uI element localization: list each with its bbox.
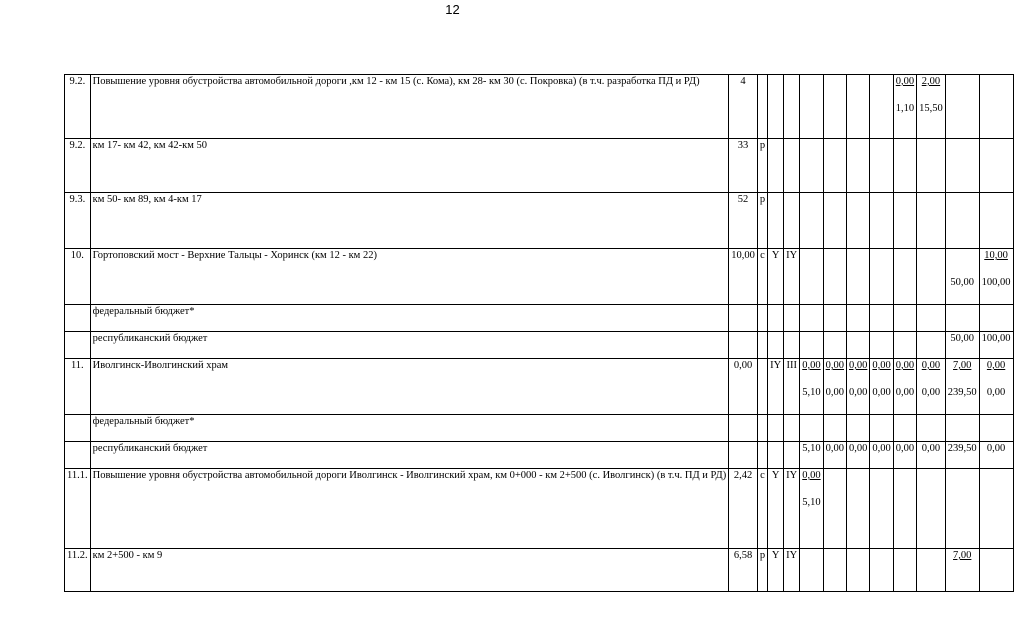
value-cell: [870, 332, 893, 359]
value-bottom: [849, 576, 867, 591]
value-cell: [800, 249, 823, 305]
value-bottom: [802, 166, 820, 181]
value-cell: [800, 193, 823, 249]
value-cell: [800, 139, 823, 193]
value-bottom: 0,00: [825, 387, 845, 398]
row-number: 11.: [65, 359, 91, 415]
value-cell: [893, 359, 916, 415]
value-top: [802, 549, 820, 564]
value-text: 0,00: [872, 443, 891, 454]
value-top: [948, 75, 977, 90]
value-bottom: [849, 496, 867, 511]
value-top: [982, 469, 1011, 484]
value-cell: [823, 442, 846, 469]
value-bottom: [826, 102, 844, 117]
row-category: [757, 415, 767, 442]
value-bottom: [982, 496, 1011, 511]
value-cell: [945, 75, 979, 139]
value-top: [802, 75, 820, 90]
row-length: [729, 305, 758, 332]
value-bottom: [982, 220, 1011, 235]
value-cell: [893, 549, 916, 592]
value-bottom: 0,00: [986, 387, 1006, 398]
value-cell: [847, 139, 870, 193]
value-top: [826, 75, 844, 90]
value-cell: [917, 193, 946, 249]
table-row: [65, 139, 1014, 193]
row-class-2: [784, 305, 800, 332]
value-top: [872, 249, 890, 264]
value-cell: [870, 359, 893, 415]
value-bottom: [896, 496, 914, 511]
table-row: [65, 193, 1014, 249]
value-text: 100,00: [981, 333, 1011, 344]
value-cell: [823, 249, 846, 305]
value-cell: [917, 305, 946, 332]
row-number: [65, 332, 91, 359]
value-cell: [979, 332, 1013, 359]
row-class-2: [784, 75, 800, 139]
value-text: 5,10: [802, 443, 821, 454]
row-number: 9.3.: [65, 193, 91, 249]
row-length: 6,58: [729, 549, 758, 592]
value-cell: [847, 332, 870, 359]
value-top: [849, 249, 867, 264]
value-top: [982, 193, 1011, 208]
value-cell: [800, 442, 823, 469]
value-cell: [870, 415, 893, 442]
value-bottom: [802, 102, 820, 117]
value-top: [919, 139, 943, 154]
value-top: [849, 193, 867, 208]
row-category: р: [757, 193, 767, 249]
row-class-2: [784, 193, 800, 249]
value-cell: [870, 75, 893, 139]
row-class-2: IY: [784, 549, 800, 592]
value-top: [872, 75, 890, 90]
value-cell: [917, 249, 946, 305]
value-text: 239,50: [947, 443, 977, 454]
row-class: [768, 193, 784, 249]
value-cell: [893, 332, 916, 359]
value-top: [826, 139, 844, 154]
value-bottom: [896, 220, 914, 235]
row-length: 2,42: [729, 469, 758, 549]
value-cell: [800, 359, 823, 415]
value-bottom: 0,00: [849, 387, 868, 398]
value-cell: [870, 442, 893, 469]
row-length: 4: [729, 75, 758, 139]
row-class-2: [784, 415, 800, 442]
value-cell: [823, 332, 846, 359]
table-row: [65, 469, 1014, 549]
row-number: [65, 442, 91, 469]
value-bottom: [919, 220, 943, 235]
value-cell: [979, 193, 1013, 249]
row-name: федеральный бюджет*: [90, 305, 729, 332]
row-number: 9.2.: [65, 75, 91, 139]
value-top: [982, 549, 1011, 564]
value-top: 0,00: [849, 360, 868, 371]
value-top: 0,00: [921, 360, 941, 371]
value-bottom: [872, 276, 890, 291]
value-bottom: [982, 576, 1011, 591]
row-number: [65, 415, 91, 442]
value-cell: [979, 549, 1013, 592]
value-cell: [979, 442, 1013, 469]
value-cell: [917, 549, 946, 592]
value-bottom: [982, 102, 1011, 117]
row-category: р: [757, 549, 767, 592]
value-bottom: [948, 496, 977, 511]
row-length: [729, 332, 758, 359]
row-class: [768, 442, 784, 469]
value-cell: [823, 193, 846, 249]
row-name: Иволгинск-Иволгинский храм: [90, 359, 729, 415]
value-cell: [945, 415, 979, 442]
value-cell: [800, 549, 823, 592]
value-cell: [847, 249, 870, 305]
value-bottom: [872, 496, 890, 511]
table-row: [65, 332, 1014, 359]
value-top: 0,00: [895, 76, 915, 87]
value-cell: [893, 75, 916, 139]
row-category: [757, 359, 767, 415]
value-top: 7,00: [953, 550, 972, 561]
row-class: Y: [768, 249, 784, 305]
value-top: [896, 469, 914, 484]
row-class: [768, 305, 784, 332]
value-top: 0,00: [872, 360, 891, 371]
row-name: км 2+500 - км 9: [90, 549, 729, 592]
row-length: 0,00: [729, 359, 758, 415]
value-cell: [847, 469, 870, 549]
value-cell: [870, 193, 893, 249]
value-top: [872, 469, 890, 484]
value-top: 2,00: [921, 76, 941, 87]
value-cell: [893, 305, 916, 332]
value-top: [826, 549, 844, 564]
value-cell: [893, 415, 916, 442]
value-bottom: [872, 220, 890, 235]
row-category: с: [757, 249, 767, 305]
row-class: [768, 415, 784, 442]
value-cell: [870, 139, 893, 193]
value-cell: [945, 359, 979, 415]
value-cell: [870, 469, 893, 549]
value-cell: [917, 469, 946, 549]
value-bottom: [826, 220, 844, 235]
value-cell: [800, 305, 823, 332]
value-top: [872, 193, 890, 208]
value-cell: [823, 305, 846, 332]
value-cell: [979, 305, 1013, 332]
value-top: [872, 549, 890, 564]
value-top: 0,00: [895, 360, 915, 371]
row-class-2: [784, 332, 800, 359]
value-cell: [945, 549, 979, 592]
road-program-table: [64, 74, 1014, 592]
value-cell: [945, 442, 979, 469]
value-bottom: [919, 576, 943, 591]
value-bottom: [802, 576, 820, 591]
value-bottom: [849, 276, 867, 291]
table-row: [65, 549, 1014, 592]
value-bottom: 0,00: [921, 387, 941, 398]
value-top: [919, 469, 943, 484]
value-top: [826, 193, 844, 208]
value-top: [948, 249, 977, 264]
value-cell: [823, 549, 846, 592]
table-row: [65, 249, 1014, 305]
value-bottom: [948, 576, 977, 591]
value-cell: [917, 415, 946, 442]
row-class: [768, 139, 784, 193]
value-bottom: [919, 496, 943, 511]
value-top: [919, 249, 943, 264]
value-top: 0,00: [825, 360, 845, 371]
row-number: 11.1.: [65, 469, 91, 549]
value-text: 0,00: [849, 443, 868, 454]
value-top: [802, 193, 820, 208]
value-bottom: [826, 496, 844, 511]
value-bottom: [919, 276, 943, 291]
row-class-2: [784, 139, 800, 193]
value-bottom: 5,10: [802, 387, 821, 398]
row-name: республиканский бюджет: [90, 442, 729, 469]
value-cell: [979, 469, 1013, 549]
value-cell: [979, 249, 1013, 305]
value-bottom: [872, 576, 890, 591]
value-cell: [945, 305, 979, 332]
value-cell: [823, 469, 846, 549]
value-cell: [979, 415, 1013, 442]
value-bottom: [896, 276, 914, 291]
value-bottom: 15,50: [919, 103, 943, 114]
value-top: [919, 193, 943, 208]
value-cell: [979, 139, 1013, 193]
value-top: 0,00: [986, 360, 1006, 371]
value-cell: [847, 193, 870, 249]
value-text: 50,00: [950, 333, 975, 344]
value-cell: [800, 415, 823, 442]
row-category: [757, 442, 767, 469]
value-bottom: [948, 102, 977, 117]
value-cell: [945, 139, 979, 193]
row-number: 10.: [65, 249, 91, 305]
value-bottom: [919, 166, 943, 181]
row-length: 52: [729, 193, 758, 249]
value-bottom: 100,00: [981, 277, 1011, 288]
value-cell: [917, 75, 946, 139]
value-bottom: 239,50: [947, 387, 977, 398]
value-cell: [893, 249, 916, 305]
value-cell: [893, 139, 916, 193]
value-cell: [917, 442, 946, 469]
value-bottom: 0,00: [895, 387, 915, 398]
value-cell: [979, 359, 1013, 415]
value-bottom: 50,00: [950, 277, 975, 288]
value-bottom: [948, 220, 977, 235]
value-cell: [847, 359, 870, 415]
value-bottom: [948, 166, 977, 181]
value-top: [802, 249, 820, 264]
row-name: км 17- км 42, км 42-км 50: [90, 139, 729, 193]
row-name: федеральный бюджет*: [90, 415, 729, 442]
value-bottom: [872, 166, 890, 181]
value-cell: [800, 75, 823, 139]
value-top: [896, 249, 914, 264]
value-cell: [800, 469, 823, 549]
value-top: [919, 549, 943, 564]
value-cell: [945, 469, 979, 549]
row-length: 10,00: [729, 249, 758, 305]
row-name: Гортоповский мост - Верхние Тальцы - Хоринск (км 12 - км 22): [90, 249, 729, 305]
value-top: [982, 75, 1011, 90]
value-cell: [800, 332, 823, 359]
value-cell: [945, 249, 979, 305]
value-top: [826, 249, 844, 264]
table-row: [65, 359, 1014, 415]
row-class-2: IY: [784, 469, 800, 549]
value-bottom: [826, 576, 844, 591]
value-cell: [823, 139, 846, 193]
value-cell: [823, 359, 846, 415]
row-category: р: [757, 139, 767, 193]
row-category: [757, 305, 767, 332]
value-top: [849, 75, 867, 90]
row-name: республиканский бюджет: [90, 332, 729, 359]
table-row: [65, 75, 1014, 139]
table-row: [65, 442, 1014, 469]
value-top: [826, 469, 844, 484]
value-cell: [979, 75, 1013, 139]
value-bottom: [849, 102, 867, 117]
value-bottom: 1,10: [895, 103, 915, 114]
value-cell: [893, 469, 916, 549]
row-class-2: [784, 442, 800, 469]
value-top: [896, 139, 914, 154]
row-class: IY: [768, 359, 784, 415]
row-number: 11.2.: [65, 549, 91, 592]
value-top: [896, 549, 914, 564]
value-bottom: 5,10: [802, 497, 821, 508]
value-bottom: 0,00: [872, 387, 891, 398]
row-class: Y: [768, 549, 784, 592]
value-text: 0,00: [921, 443, 941, 454]
row-category: [757, 75, 767, 139]
row-class: [768, 75, 784, 139]
value-top: [849, 139, 867, 154]
value-top: [948, 139, 977, 154]
page-number: 12: [445, 2, 460, 17]
value-cell: [870, 249, 893, 305]
row-name: Повышение уровня обустройства автомобильной дороги ,км 12 - км 15 (с. Кома), км 28- км 30 (с. Покровка) (в т.ч. разработка ПД и РД): [90, 75, 729, 139]
value-bottom: [802, 220, 820, 235]
value-cell: [847, 305, 870, 332]
row-length: [729, 442, 758, 469]
value-cell: [847, 415, 870, 442]
value-text: 0,00: [825, 443, 845, 454]
value-cell: [847, 75, 870, 139]
value-top: [849, 549, 867, 564]
row-length: [729, 415, 758, 442]
value-bottom: [802, 276, 820, 291]
row-number: [65, 305, 91, 332]
value-top: 0,00: [802, 470, 821, 481]
value-bottom: [982, 166, 1011, 181]
value-cell: [917, 332, 946, 359]
value-top: 0,00: [802, 360, 821, 371]
value-top: [948, 193, 977, 208]
value-text: 0,00: [986, 443, 1006, 454]
row-name: Повышение уровня обустройства автомобильной дороги Иволгинск - Иволгинский храм, км 0+000 - км 2+500 (с. Иволгинск) (в т.ч. ПД и РД): [90, 469, 729, 549]
table-row: [65, 305, 1014, 332]
value-top: [948, 469, 977, 484]
value-bottom: [826, 276, 844, 291]
value-cell: [847, 442, 870, 469]
value-cell: [917, 139, 946, 193]
row-class: [768, 332, 784, 359]
row-length: 33: [729, 139, 758, 193]
value-cell: [945, 193, 979, 249]
value-bottom: [849, 220, 867, 235]
value-bottom: [896, 576, 914, 591]
value-top: [872, 139, 890, 154]
value-bottom: [826, 166, 844, 181]
value-top: [802, 139, 820, 154]
value-bottom: [849, 166, 867, 181]
row-category: [757, 332, 767, 359]
value-top: [982, 139, 1011, 154]
value-cell: [847, 549, 870, 592]
value-text: 0,00: [895, 443, 915, 454]
value-top: 10,00: [984, 250, 1008, 261]
value-top: [849, 469, 867, 484]
row-class-2: IY: [784, 249, 800, 305]
value-cell: [823, 75, 846, 139]
row-number: 9.2.: [65, 139, 91, 193]
value-cell: [893, 442, 916, 469]
row-category: с: [757, 469, 767, 549]
value-bottom: [872, 102, 890, 117]
value-cell: [870, 305, 893, 332]
value-bottom: [896, 166, 914, 181]
value-top: 7,00: [953, 360, 972, 371]
value-cell: [945, 332, 979, 359]
value-cell: [823, 415, 846, 442]
table-row: [65, 415, 1014, 442]
value-cell: [870, 549, 893, 592]
value-cell: [917, 359, 946, 415]
value-cell: [893, 193, 916, 249]
row-class-2: III: [784, 359, 800, 415]
row-class: Y: [768, 469, 784, 549]
value-top: [896, 193, 914, 208]
row-name: км 50- км 89, км 4-км 17: [90, 193, 729, 249]
